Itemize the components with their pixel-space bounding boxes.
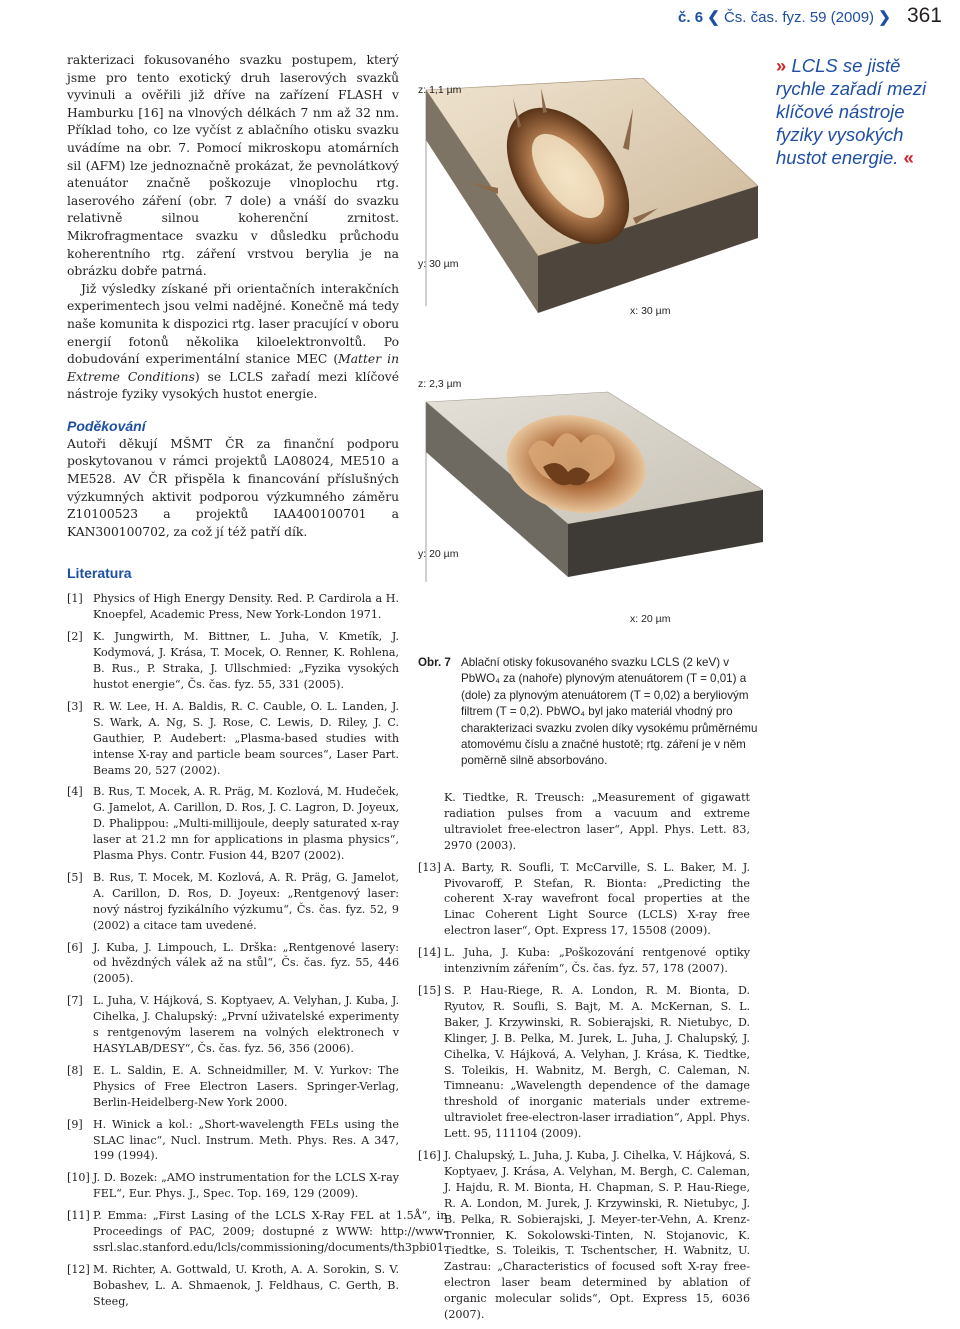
reference-number: [8] (67, 1063, 83, 1077)
chevron-right-icon: ❯ (878, 9, 891, 26)
reference-item (67, 870, 399, 934)
paragraph: Již výsledky získané při orientačních interakčních experimentech jsou velmi nadějné. Konečně má tedy naše komunita k dispozici rtg. laser pracující v oboru energií fotonů několika kiloelektronvoltů. Po dobudování experimentální stanice MEC (Matter in Extreme Conditions) se LCLS zařadí mezi klíčové nástroje fyziky vysokých hustot energie. (67, 281, 399, 402)
issue-number: č. 6 (678, 9, 704, 26)
acknowledgement-text: Autoři děkují MŠMT ČR za finanční podporu poskytovanou v rámci projektů LA08024, ME510 a ME528. AV ČR přispěla k financování příslušných výzkumných aktivit podporou výzkumného záměru Z10100523 a projektů IAA400100701 a KAN300100702, za což jí též patří dík. (67, 436, 399, 539)
reference-continuation: K. Tiedtke, R. Treusch: „Measurement of gigawatt radiation pulses from a vacuum and extreme ultraviolet free-electron laser“, Appl. Phys. Lett. 83, 2970 (2003). (444, 791, 750, 852)
literature-heading: Literatura (67, 565, 132, 582)
reference-number: [9] (67, 1117, 83, 1131)
reference-text: M. Richter, A. Gottwald, U. Kroth, A. A. Sorokin, S. V. Bobashev, L. A. Shmaenok, J. Feldhaus, C. Gerth, B. Steeg, (93, 1262, 399, 1308)
reference-text: Physics of High Energy Density. Red. P. Cardirola a H. Knoepfel, Academic Press, New York-London 1971. (93, 592, 399, 622)
reference-item (67, 1117, 399, 1165)
reference-number: [2] (67, 630, 83, 644)
quote-close-mark: « (903, 147, 914, 168)
bottom-z-label: z: 2,3 µm (418, 378, 462, 390)
reference-text: J. Kuba, J. Limpouch, L. Drška: „Rentgenové lasery: od hvězdných válek až na stůl“, Čs. čas. fyz. 55, 446 (2005). (93, 940, 399, 986)
reference-item (418, 983, 750, 1142)
chevron-left-icon: ❮ (707, 9, 720, 26)
reference-number: [16] (418, 1149, 441, 1163)
top-x-label: x: 30 µm (630, 305, 671, 317)
reference-list-continued (418, 790, 750, 1329)
paragraph: rakterizaci fokusovaného svazku postupem, který jsme pro tento exotický druh laserových svazků vyvinuli a ověřili již dříve na zařízení FLASH v Hamburku [16] na vlnových délkách 7 nm až 32 nm. Příklad toho, co lze vyčíst z ablačního otisku svazku uvádíme na obr. 7. Pomocí mikroskopu atomárních sil (AFM) lze jednoznačně prokázat, že pevnolátkový atenuátor značně poškozuje vlnoplochu rtg. laserového záření (obr. 7 dole) a vnáší do svazku relativně silnou koherenční zrnitost. Mikrofragmentace svazku v důsledku průchodu koherentního rtg. záření vrstvou berylia je na obrázku dobře patrná. (67, 53, 399, 279)
afm-image-bottom (418, 372, 763, 632)
bottom-x-label: x: 20 µm (630, 613, 671, 625)
reference-text: B. Rus, T. Mocek, A. R. Präg, M. Kozlová, M. Hudeček, G. Jamelot, A. Carillon, D. Ros, J. C. Lagron, D. Joyeux, D. Phalippou: „Multi-millijoule, deeply saturated x-ray laser at 21.2 mn for applications in plasma physics“, Plasma Phys. Contr. Fusion 44, B207 (2002). (93, 785, 399, 863)
reference-number: [11] (67, 1209, 90, 1223)
reference-text: L. Juha, V. Hájková, S. Koptyaev, A. Velyhan, J. Kuba, J. Cihelka, J. Chalupský: „První uživatelské experimenty s rentgenovým laserem na volných elektronech v HASYLAB/DESY“, Čs. čas. fyz. 56, 356 (2006). (93, 994, 399, 1055)
top-y-label: y: 30 µm (418, 258, 459, 270)
reference-item (67, 940, 399, 988)
reference-text: J. D. Bozek: „AMO instrumentation for the LCLS X-ray FEL“, Eur. Phys. J., Spec. Top. 169, 129 (2009). (93, 1171, 399, 1201)
reference-text: J. Chalupský, L. Juha, J. Kuba, J. Cihelka, V. Hájková, S. Koptyaev, J. Krása, A. Velyhan, M. Bergh, C. Caleman, J. Hajdu, R. M. Bionta, H. Chapman, S. P. Hau-Riege, R. A. London, M. Jurek, J. Krzywinski, R. Nietubyc, J. B. Pelka, R. Sobierajski, J. Meyer-ter-Vehn, A. Krenz-Tronnier, K. Sokolowski-Tinten, N. Stojanovic, K. Tiedtke, S. Toleikis, T. Tschentscher, H. Wabnitz, U. Zastrau: „Characteristics of focused soft X-ray free-electron laser beam determined by ablation of organic molecular solids“, Opt. Express 15, 6036 (2007). (444, 1149, 750, 1322)
afm-surface-bottom-image (418, 372, 763, 632)
reference-item (418, 1148, 750, 1323)
afm-surface-top-image (418, 78, 763, 408)
reference-number: [15] (418, 983, 441, 997)
reference-item (418, 860, 750, 940)
afm-image-top (418, 78, 763, 408)
reference-item (418, 945, 750, 977)
reference-number: [6] (67, 940, 83, 954)
acknowledgement-heading: Poděkování (67, 417, 146, 434)
reference-item (67, 1170, 399, 1202)
reference-text: S. P. Hau-Riege, R. A. London, R. M. Bionta, D. Ryutov, R. Soufli, S. Bajt, M. A. McKernan, S. L. Baker, J. Krzywinski, R. Sobierajski, R. Nietubyc, D. Klinger, J. B. Pelka, M. Jurek, L. Juha, J. Chalupský, J. Cihelka, V. Hájková, A. Velyhan, J. Krása, K. Tiedtke, S. Toleikis, H. Wabnitz, M. Bergh, C. Caleman, N. Timneanu: „Wavelength dependence of the damage threshold of inorganic materials under extreme-ultraviolet free-electron-laser irradiation“, Appl. Phys. Lett. 95, 111104 (2009). (444, 983, 750, 1141)
figure-caption (418, 655, 763, 770)
quote-text: LCLS se jistě rychle zařadí mezi klíčové nástroje fyziky vysokých hustot energie. (776, 55, 927, 168)
reference-number: [5] (67, 870, 83, 884)
journal-name: Čs. čas. fyz. 59 (2009) (723, 9, 875, 26)
page-number: 361 (906, 4, 942, 27)
quote-open-mark: » (776, 55, 787, 76)
reference-number: [10] (67, 1171, 90, 1185)
reference-text: K. Jungwirth, M. Bittner, L. Juha, V. Kmetík, J. Kodymová, J. Krása, T. Mocek, O. Renner, K. Rohlena, B. Rus., P. Straka, J. Ullschmied: „Fyzika vysokých hustot energie“, Čs. čas. fyz. 55, 331 (2005). (93, 630, 399, 691)
reference-number: [13] (418, 860, 441, 874)
caption-text: Ablační otisky fokusovaného svazku LCLS (2 keV) v PbWO₄ za (nahoře) plynovým atenuátorem (T = 0,01) a (dole) za plynovým atenuátorem (T = 0,02) a beryliovým filtrem (T = 0,2). PbWO₄ byl jako materiál vhodný pro charakterizaci svazku zvolen díky vysokému průměrnému atomovému číslu a značné hustotě; rtg. záření je v něm poměrně silně absorbováno. (461, 656, 758, 768)
reference-text: P. Emma: „First Lasing of the LCLS X-Ray FEL at 1.5Å“, in Proceedings of PAC, 2009; dostupné z WWW: http://www-ssrl.slac.stanford.edu/lcls/commissioning/documents/th3pbi01. (93, 1209, 448, 1254)
reference-item (67, 1208, 448, 1256)
reference-item (67, 1262, 399, 1310)
reference-text: R. W. Lee, H. A. Baldis, R. C. Cauble, O. L. Landen, J. S. Wark, A. Ng, S. J. Rose, C. Lewis, D. Riley, J. C. Gauthier, P. Audebert: „Plasma-based studies with intense X-ray and particle beam sources“, Laser Part. Beams 20, 527 (2002). (93, 699, 399, 777)
body-text (67, 52, 399, 404)
reference-item (67, 993, 399, 1057)
reference-item (67, 699, 399, 779)
reference-number: [1] (67, 592, 83, 606)
reference-number: [12] (67, 1262, 90, 1276)
reference-text: L. Juha, J. Kuba: „Poškozování rentgenové optiky intenzivním zářením“, Čs. čas. fyz. 57, 178 (2007). (444, 946, 750, 976)
bottom-y-label: y: 20 µm (418, 548, 459, 560)
reference-text: E. L. Saldin, E. A. Schneidmiller, M. V. Yurkov: The Physics of Free Electron Lasers. Springer-Verlag, Berlin-Heidelberg-New York 2000. (93, 1063, 399, 1109)
reference-item (67, 784, 399, 864)
reference-item (67, 629, 399, 693)
page-header (678, 4, 942, 28)
reference-item (67, 1063, 399, 1111)
reference-number: [14] (418, 946, 441, 960)
reference-text: A. Barty, R. Soufli, T. McCarville, S. L. Baker, M. J. Pivovaroff, P. Stefan, R. Bionta: „Predicting the coherent X-ray wavefront focal properties at the Linac Coherent Light Source (LCLS) X-ray free electron laser“, Opt. Express 17, 15508 (2009). (444, 860, 750, 938)
reference-item (67, 591, 399, 623)
reference-text: H. Winick a kol.: „Short-wavelength FELs using the SLAC linac“, Nucl. Instrum. Meth. Phys. Res. A 347, 199 (1994). (93, 1117, 399, 1163)
figure-label: Obr. 7 (418, 656, 451, 669)
reference-number: [3] (67, 699, 83, 713)
pull-quote (776, 54, 936, 169)
reference-number: [7] (67, 994, 83, 1008)
reference-text: B. Rus, T. Mocek, M. Kozlová, A. R. Präg, G. Jamelot, A. Carillon, D. Ros, D. Joyeux: „Rentgenový laser: nový nástroj fyzikálního výzkumu“, Čs. čas. fyz. 52, 9 (2002) a citace tam uvedené. (93, 870, 399, 932)
top-z-label: z: 1,1 µm (418, 84, 462, 96)
reference-number: [4] (67, 785, 83, 799)
